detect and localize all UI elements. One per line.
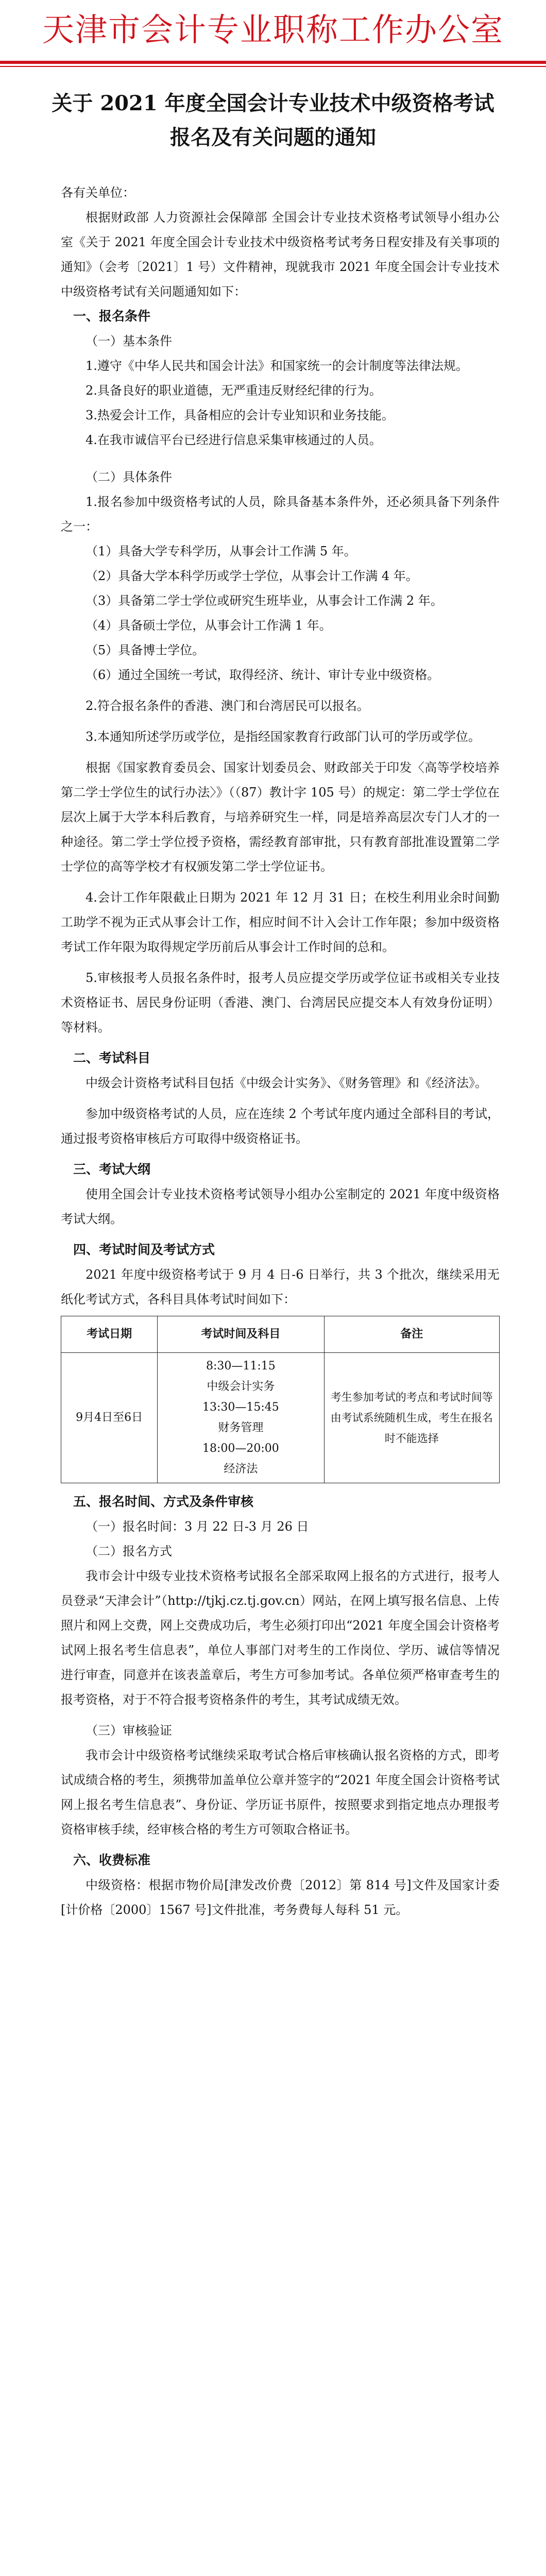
paragraph: 5.审核报考人员报名条件时，报考人员应提交学历或学位证书或相关专业技术资格证书、居民身份证明（香港、澳门、台湾居民应提交本人有效身份证明）等材料。 xyxy=(61,971,500,1035)
session-subject: 中级会计实务 xyxy=(207,1380,275,1393)
section-heading: 一、报名条件 xyxy=(73,309,151,324)
exam-sessions-cell xyxy=(158,1353,324,1483)
session-time: 13:30—15:45 xyxy=(202,1401,279,1414)
paragraph: 参加中级资格考试的人员，应在连续 2 个考试年度内通过全部科目的考试，通过报考资格审核后方可取得中级资格证书。 xyxy=(61,1107,500,1146)
paragraph: 中级会计资格考试科目包括《中级会计实务》、《财务管理》和《经济法》。 xyxy=(86,1076,487,1090)
table-header-cell: 备注 xyxy=(324,1316,499,1353)
list-item: （1）具备大学专科学历，从事会计工作满 5 年。 xyxy=(86,544,356,558)
table-row xyxy=(61,1353,500,1483)
table-header-cell: 考试日期 xyxy=(61,1316,158,1353)
list-item: （2）具备大学本科学历或学士学位，从事会计工作满 4 年。 xyxy=(86,569,418,583)
session-subject: 财务管理 xyxy=(218,1421,264,1434)
subsection-heading: （一）基本条件 xyxy=(86,334,172,348)
paragraph: 中级资格：根据市物价局[津发改价费〔2012〕第 814 号]文件及国家计委[计价格〔2000〕1567 号]文件批准，考务费每人每科 51 元。 xyxy=(61,1878,500,1917)
salutation: 各有关单位： xyxy=(61,185,135,200)
section-heading: 三、考试大纲 xyxy=(73,1162,151,1177)
section-heading: 五、报名时间、方式及条件审核 xyxy=(73,1494,254,1509)
paragraph: 2.符合报名条件的香港、澳门和台湾居民可以报名。 xyxy=(86,699,369,713)
document-body xyxy=(61,180,500,1922)
subsection-heading: （二）具体条件 xyxy=(86,470,172,484)
paragraph: 根据《国家教育委员会、国家计划委员会、财政部关于印发〈高等学校培养第二学士学位生的试行办法〉》（（87）教计字 105 号）的规定：第二学士学位在层次上属于大学本科后教育，与培养研究生一样，同是培养高层次专门人才的一种途径。第二学士学位授予资格，需经教育部审批，只有教育部批准设置第二学士学位的高等学校才有权颁发第二学士学位证书。 xyxy=(61,760,500,874)
document-title-line1: 关于 2021 年度全国会计专业技术中级资格考试 xyxy=(52,91,494,115)
session-time: 18:00—20:00 xyxy=(202,1442,279,1455)
list-item: （6）通过全国统一考试，取得经济、统计、审计专业中级资格。 xyxy=(86,668,440,682)
list-item: 2.具备良好的职业道德，无严重违反财经纪律的行为。 xyxy=(86,383,382,398)
paragraph: 我市会计中级专业技术资格考试报名全部采取网上报名的方式进行，报考人员登录“天津会计”（http://tjkj.cz.tj.gov.cn）网站，在网上填写报名信息、上传照片和网上交费，网上交费成功后，考生必须打印出“2021 年度全国会计资格考试网上报名考生信息表”，单位人事部门对考生的工作岗位、学历、诚信等情况进行审查，同意并在该表盖章后，考生方可参加考试。各单位须严格审查考生的报考资格，对于不符合报考资格条件的考生，其考试成绩无效。 xyxy=(61,1569,500,1707)
document-title xyxy=(31,87,515,155)
document-title-line2: 报名及有关问题的通知 xyxy=(170,125,376,149)
exam-schedule-table xyxy=(61,1316,500,1483)
letterhead xyxy=(0,0,546,77)
section-heading: 六、收费标准 xyxy=(73,1853,151,1868)
exam-date-cell: 9月4日至6日 xyxy=(61,1353,158,1483)
paragraph: 3.本通知所述学历或学位，是指经国家教育行政部门认可的学历或学位。 xyxy=(86,730,481,744)
table-header-cell: 考试时间及科目 xyxy=(158,1316,324,1353)
list-item: （4）具备硕士学位，从事会计工作满 1 年。 xyxy=(86,618,332,633)
intro-paragraph: 根据财政部 人力资源社会保障部 全国会计专业技术资格考试领导小组办公室《关于 2021 年度全国会计专业技术中级资格考试考务日程安排及有关事项的通知》（会考〔2021〕1 号）文件精神，现就我市 2021 年度全国会计专业技术中级资格考试有关问题通知如下： xyxy=(61,210,500,299)
subsection-heading: （二）报名方式 xyxy=(86,1544,172,1558)
section-heading: 四、考试时间及考试方式 xyxy=(73,1242,215,1257)
list-item: 1.遵守《中华人民共和国会计法》和国家统一的会计制度等法律法规。 xyxy=(86,359,468,373)
table-header-row xyxy=(61,1316,500,1353)
list-item: 3.热爱会计工作，具备相应的会计专业知识和业务技能。 xyxy=(86,408,394,422)
paragraph: 我市会计中级资格考试继续采取考试合格后审核确认报名资格的方式，即考试成绩合格的考生，须携带加盖单位公章并签字的“2021 年度全国会计资格考试网上报名考生信息表”、身份证、学历证书原件，按照要求到指定地点办理报考资格审核手续，经审核合格的考生方可领取合格证书。 xyxy=(61,1748,500,1837)
session-time: 8:30—11:15 xyxy=(206,1360,276,1372)
session-subject: 经济法 xyxy=(224,1463,258,1476)
letterhead-red-rule-thin xyxy=(0,66,546,67)
list-item: 4.在我市诚信平台已经进行信息采集审核通过的人员。 xyxy=(86,433,382,447)
section-heading: 二、考试科目 xyxy=(73,1050,151,1065)
paragraph: 2021 年度中级资格考试于 9 月 4 日-6 日举行，共 3 个批次，继续采用无纸化考试方式，各科目具体考试时间如下： xyxy=(61,1267,500,1307)
exam-note-cell: 考生参加考试的考点和考试时间等由考试系统随机生成，考生在报名时不能选择 xyxy=(324,1353,499,1483)
paragraph: 4.会计工作年限截止日期为 2021 年 12 月 31 日；在校生利用业余时间勤工助学不视为正式从事会计工作，相应时间不计入会计工作年限；参加中级资格考试工作年限为取得规定学历前后从事会计工作时间的总和。 xyxy=(61,890,500,954)
list-item: （3）具备第二学士学位或研究生班毕业，从事会计工作满 2 年。 xyxy=(86,594,443,608)
subsection-heading: （一）报名时间：3 月 22 日-3 月 26 日 xyxy=(86,1519,309,1534)
office-name: 天津市会计专业职称工作办公室 xyxy=(42,11,504,48)
paragraph: 1.报名参加中级资格考试的人员，除具备基本条件外，还必须具备下列条件之一： xyxy=(61,495,500,534)
list-item: （5）具备博士学位。 xyxy=(86,643,205,657)
letterhead-red-rule xyxy=(0,61,546,64)
paragraph: 使用全国会计专业技术资格考试领导小组办公室制定的 2021 年度中级资格考试大纲。 xyxy=(61,1187,500,1226)
subsection-heading: （三）审核验证 xyxy=(86,1723,172,1738)
